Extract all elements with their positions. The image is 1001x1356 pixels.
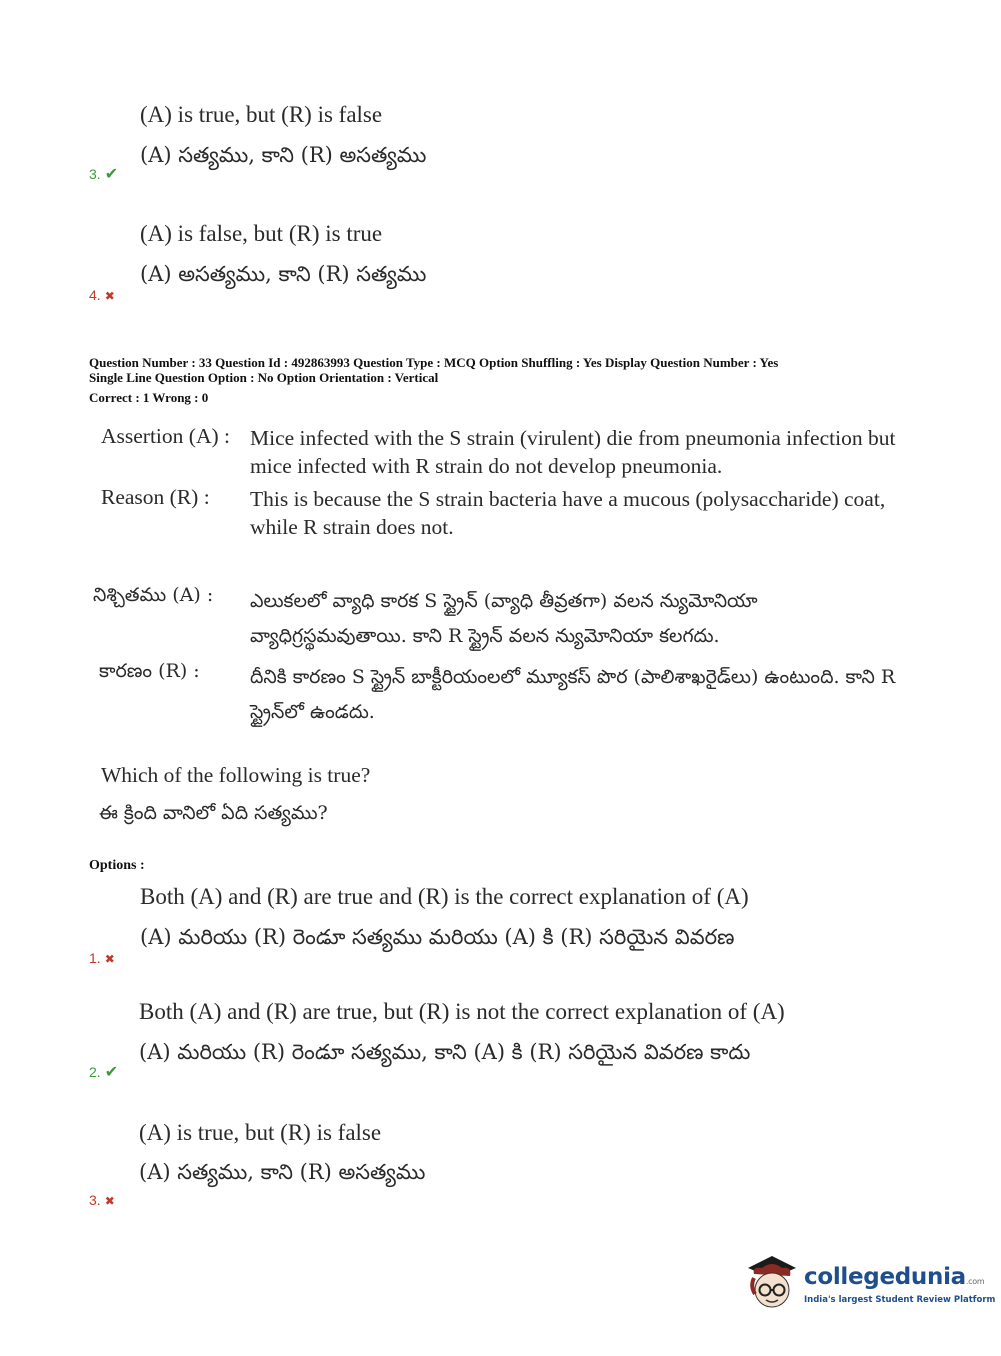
option-2-english: Both (A) and (R) are true, but (R) is not the correct explanation of (A)	[139, 999, 785, 1024]
question-meta-line3: Correct : 1 Wrong : 0	[89, 390, 209, 405]
prev-option-4-telugu: (A) అసత్యము, కాని (R) సత్యము	[140, 262, 427, 286]
prev-option-3-english: (A) is true, but (R) is false	[140, 102, 383, 127]
reason-text: This is because the S strain bacteria have a mucous (polysaccharide) coat, while R strain does not.	[250, 487, 886, 539]
reason-text-telugu: దీనికి కారణం S స్ట్రైన్ బాక్టీరియంలలో మ్యూకస్ పొర (పాలిశాఖరైడ్‌లు) ఉంటుంది. కాని R స్ట్రైన్‌లో ఉండదు.	[250, 666, 896, 723]
question-meta-line1: Question Number : 33 Question Id : 492863993 Question Type : MCQ Option Shuffling : Yes Display Question Number : Yes	[89, 355, 779, 370]
assertion-text: Mice infected with the S strain (virulent) die from pneumonia infection but mice infected with R strain do not develop pneumonia.	[250, 426, 896, 478]
option-number: 3.	[89, 166, 101, 182]
option-number: 4.	[89, 287, 101, 303]
option-1-telugu: (A) మరియు (R) రెండూ సత్యము మరియు (A) కి (R) సరియైన వివరణ	[140, 925, 735, 949]
assertion-label: Assertion (A) :	[101, 424, 230, 448]
option-3-marker	[89, 1192, 115, 1210]
cross-icon: ✖	[104, 289, 115, 303]
prev-option-3-marker	[89, 164, 118, 184]
reason-label-telugu: కారణం (R) :	[99, 660, 200, 682]
option-3-english: (A) is true, but (R) is false	[139, 1120, 382, 1145]
option-number: 3.	[89, 1192, 101, 1208]
prev-option-3-telugu: (A) సత్యము, కాని (R) అసత్యము	[140, 143, 427, 167]
logo-name: collegedunia	[804, 1264, 966, 1290]
collegedunia-logo	[742, 1250, 996, 1320]
option-2-telugu: (A) మరియు (R) రెండూ సత్యము, కాని (A) కి (R) సరియైన వివరణ కాదు	[139, 1040, 751, 1064]
logo-tagline: India's largest Student Review Platform	[804, 1295, 996, 1305]
cross-icon: ✖	[104, 1194, 115, 1208]
question-meta-line2: Single Line Question Option : No Option Orientation : Vertical	[89, 370, 439, 385]
option-number: 1.	[89, 950, 101, 966]
option-1-english: Both (A) and (R) are true and (R) is the correct explanation of (A)	[140, 884, 749, 909]
options-label: Options :	[89, 858, 145, 873]
cross-icon: ✖	[104, 952, 115, 966]
prev-option-4-english: (A) is false, but (R) is true	[140, 221, 383, 246]
logo-suffix: .com	[965, 1277, 985, 1286]
mascot-icon	[742, 1250, 802, 1314]
option-3-telugu: (A) సత్యము, కాని (R) అసత్యము	[139, 1160, 426, 1184]
check-icon: ✔	[104, 166, 119, 183]
option-number: 2.	[89, 1064, 101, 1080]
option-2-marker	[89, 1062, 118, 1082]
prev-option-4-marker	[89, 287, 115, 305]
assertion-text-telugu: ఎలుకలలో వ్యాధి కారక S స్ట్రైన్ (వ్యాధి తీవ్రతగా) వలన న్యుమోనియా వ్యాధిగ్రస్థమవుతాయి. కాని R స్ట్రైన్ వలన న్యుమోనియా కలగదు.	[250, 590, 758, 647]
option-1-marker	[89, 950, 115, 968]
question-prompt-telugu: ఈ క్రింది వానిలో ఏది సత్యము?	[99, 802, 328, 824]
question-prompt: Which of the following is true?	[101, 763, 371, 787]
check-icon: ✔	[104, 1064, 119, 1081]
assertion-label-telugu: నిశ్చితము (A) :	[93, 584, 214, 606]
reason-label: Reason (R) :	[101, 485, 210, 509]
